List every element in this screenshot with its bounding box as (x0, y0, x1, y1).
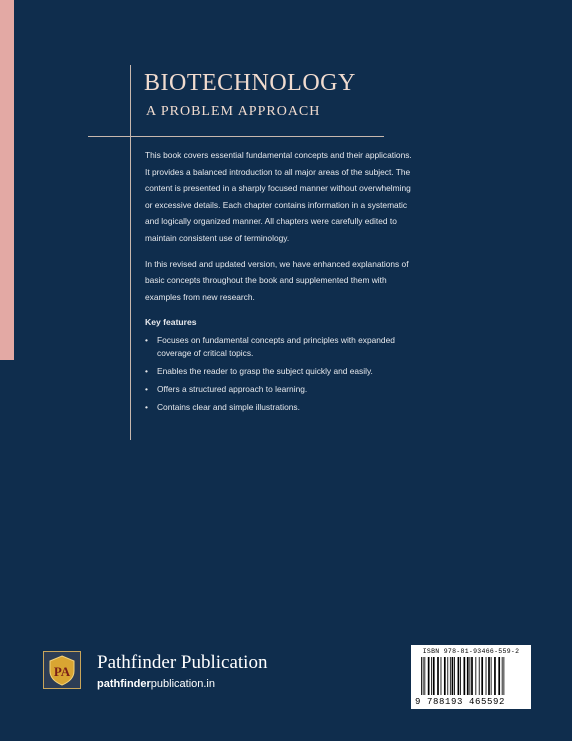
barcode-bar (467, 657, 469, 695)
barcode-bar (494, 657, 496, 695)
logo-letters: PA (53, 664, 71, 679)
barcode-bars (415, 657, 527, 697)
back-cover-text (145, 147, 413, 419)
publisher-website (97, 678, 215, 690)
key-features-list (145, 334, 413, 414)
barcode-bar (491, 657, 492, 695)
publisher-name: Pathfinder Publication (97, 652, 268, 673)
isbn-text: ISBN 978-81-93466-559-2 (422, 648, 520, 655)
barcode-bar (481, 657, 483, 695)
barcode-bar (450, 657, 451, 695)
barcode-bar (454, 657, 455, 695)
key-feature-item: • Focuses on fundamental concepts and principles with expanded coverage of critical topics. (145, 334, 413, 360)
barcode-bar (441, 657, 442, 695)
barcode-bar (471, 657, 473, 695)
barcode-bar (423, 657, 424, 695)
barcode-bar (475, 657, 476, 695)
book-title: BIOTECHNOLOGY (144, 70, 356, 96)
barcode-bar (498, 657, 500, 695)
description-paragraph-1: This book covers essential fundamental concepts and their applications. It provides a balanced introduction to all major areas of the subject. The content is presented in a sharply focused manner without overwhelming or excessive details. Each chapter contains information in a systematic and logically organized manner. All chapters were carefully edited to maintain consistent use of terminology. (145, 150, 412, 243)
key-features-heading: Key features (145, 317, 197, 328)
barcode-bar (421, 657, 422, 695)
barcode-bar (424, 657, 425, 695)
isbn-barcode (411, 645, 531, 709)
publisher-logo (43, 651, 81, 689)
key-feature-item: • Enables the reader to grasp the subject quickly and easily. (145, 365, 413, 378)
barcode-bar (464, 657, 466, 695)
website-bold-part: pathfinder (97, 678, 151, 690)
barcode-bar (502, 657, 503, 695)
key-feature-item: • Offers a structured approach to learning. (145, 383, 413, 396)
barcode-bar (469, 657, 470, 695)
barcode-bar (460, 657, 461, 695)
barcode-bar (503, 657, 504, 695)
barcode-number: 9 788193 465592 (415, 697, 506, 707)
barcode-bar (431, 657, 432, 695)
horizontal-divider-line (88, 136, 384, 137)
barcode-bar (437, 657, 439, 695)
barcode-bar (458, 657, 460, 695)
barcode-bar (428, 657, 430, 695)
spine-accent-strip (0, 0, 14, 360)
book-subtitle: A PROBLEM APPROACH (146, 104, 321, 119)
key-feature-item: • Contains clear and simple illustrations. (145, 401, 413, 414)
barcode-bar (479, 657, 480, 695)
barcode-bar (433, 657, 435, 695)
website-rest-part: publication.in (150, 678, 215, 690)
description-paragraph-2: In this revised and updated version, we have enhanced explanations of basic concepts throughout the book and supplemented them with examples from new research. (145, 258, 409, 302)
barcode-bar (486, 657, 487, 695)
publisher-logo-emblem (44, 652, 80, 688)
barcode-bar (488, 657, 490, 695)
barcode-bar (452, 657, 454, 695)
barcode-bar (447, 657, 448, 695)
vertical-divider-line (130, 65, 131, 440)
barcode-bar (444, 657, 446, 695)
